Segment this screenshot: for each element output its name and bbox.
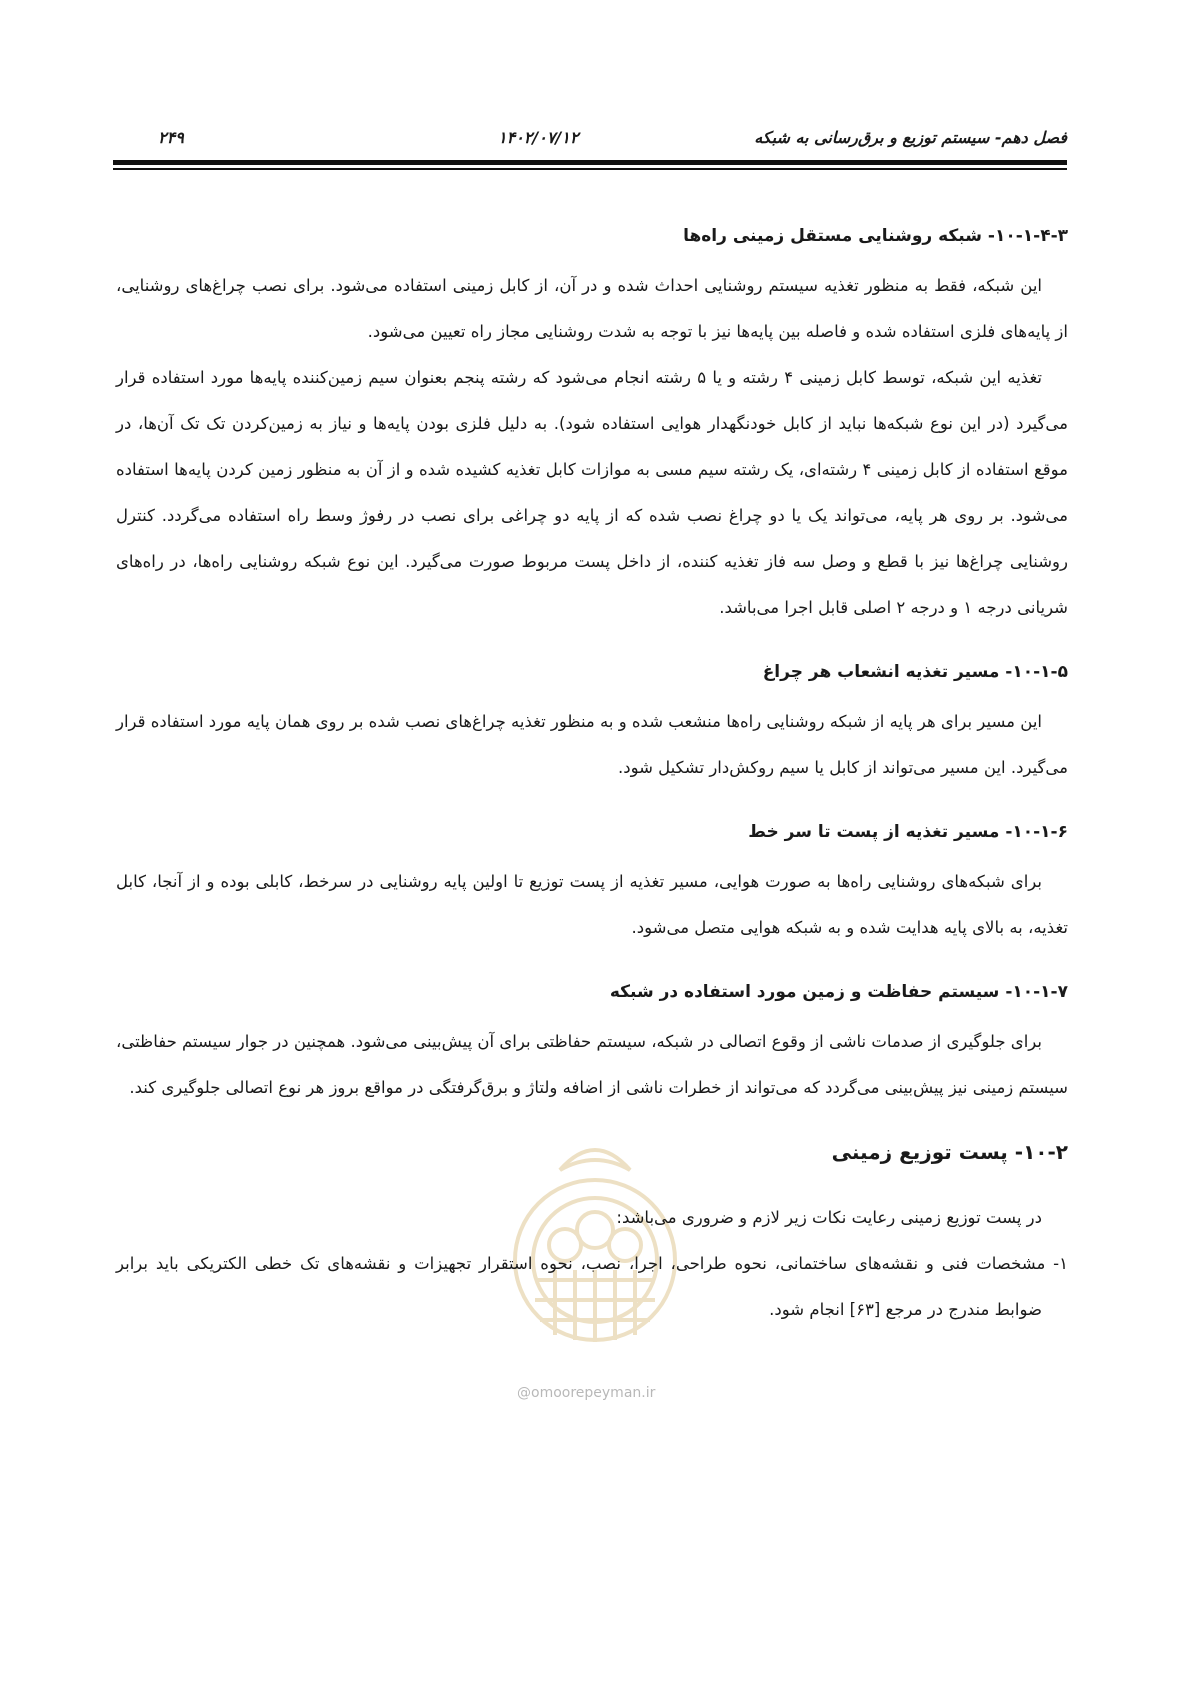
paragraph: برای جلوگیری از صدمات ناشی از وقوع اتصالی در شبکه، سیستم حفاظتی برای آن پیش‌بینی می‌شود. همچنین در جوار سیستم حفاظتی، سیستم زمینی نیز پیش‌بینی می‌گردد که می‌تواند از خطرات ناشی از اضافه ولتاژ و برق‌گرفتگی در مواقع بروز هر نوع اتصالی جلوگیری کند. <box>116 1032 1068 1097</box>
header-date: ۱۴۰۲/۰۷/۱۲ <box>498 128 579 147</box>
section-heading-10-2: ۱۰-۲- پست توزیع زمینی <box>831 1140 1068 1164</box>
page-header <box>113 128 1067 152</box>
paragraph: این مسیر برای هر پایه از شبکه روشنایی راه‌ها منشعب شده و به منظور تغذیه چراغ‌های نصب شده بر روی همان پایه مورد استفاده قرار می‌گیرد. این مسیر می‌تواند از کابل یا سیم روکش‌دار تشکیل شود. <box>116 712 1068 777</box>
chapter-title: فصل دهم- سیستم توزیع و برق‌رسانی به شبکه <box>754 128 1067 147</box>
section-heading-10-1-4-3: ۱۰-۱-۴-۳- شبکه روشنایی مستقل زمینی راه‌ها <box>683 226 1068 246</box>
main-content <box>116 213 1068 1333</box>
section-heading-10-1-6: ۱۰-۱-۶- مسیر تغذیه از پست تا سر خط <box>748 822 1068 842</box>
list-item: ۱- مشخصات فنی و نقشه‌های ساختمانی، نحوه طراحی، اجرا، نصب، نحوه استقرار تجهیزات و نقشه‌های تک خطی الکتریکی باید برابر ضوابط مندرج در مرجع [۶۳] انجام شود. <box>116 1254 1068 1319</box>
header-rule-thick <box>113 160 1067 165</box>
watermark-text: @omoorepeyman.ir <box>517 1385 656 1401</box>
section-heading-10-1-5: ۱۰-۱-۵- مسیر تغذیه انشعاب هر چراغ <box>762 662 1068 682</box>
page-number: ۲۴۹ <box>158 128 184 147</box>
section-heading-10-1-7: ۱۰-۱-۷- سیستم حفاظت و زمین مورد استفاده در شبکه <box>609 982 1068 1002</box>
paragraph: این شبکه، فقط به منظور تغذیه سیستم روشنایی احداث شده و در آن، از کابل زمینی استفاده می‌شود. برای نصب چراغ‌های روشنایی، از پایه‌های فلزی استفاده شده و فاصله بین پایه‌ها نیز با توجه به شدت روشنایی مجاز راه تعیین می‌شود. <box>116 276 1068 341</box>
paragraph: تغذیه این شبکه، توسط کابل زمینی ۴ رشته و یا ۵ رشته انجام می‌شود که رشته پنجم بعنوان سیم زمین‌کننده پایه‌ها مورد استفاده قرار می‌گیرد (در این نوع شبکه‌ها نباید از کابل خودنگهدار هوایی استفاده شود). به دلیل فلزی بودن پایه‌ها و نیاز به زمین‌کردن تک تک آن‌ها، در موقع استفاده از کابل زمینی ۴ رشته‌ای، یک رشته سیم مسی به موازات کابل تغذیه کشیده شده و از آن به منظور زمین کردن پایه‌ها استفاده می‌شود. بر روی هر پایه، می‌تواند یک یا دو چراغ نصب شده که از پایه دو چراغی برای نصب در رفوژ وسط راه استفاده می‌گردد. کنترل روشنایی چراغ‌ها نیز با قطع و وصل سه فاز تغذیه کننده، از داخل پست مربوط صورت می‌گیرد. این نوع شبکه روشنایی راه‌ها، در راه‌های شریانی درجه ۱ و درجه ۲ اصلی قابل اجرا می‌باشد. <box>116 368 1068 617</box>
paragraph: در پست توزیع زمینی رعایت نکات زیر لازم و ضروری می‌باشد: <box>616 1208 1042 1227</box>
header-rule-thin <box>113 168 1067 170</box>
paragraph: برای شبکه‌های روشنایی راه‌ها به صورت هوایی، مسیر تغذیه از پست توزیع تا اولین پایه روشنایی در سرخط، کابلی بوده و از آنجا، کابل تغذیه، به بالای پایه هدایت شده و به شبکه هوایی متصل می‌شود. <box>116 872 1068 937</box>
